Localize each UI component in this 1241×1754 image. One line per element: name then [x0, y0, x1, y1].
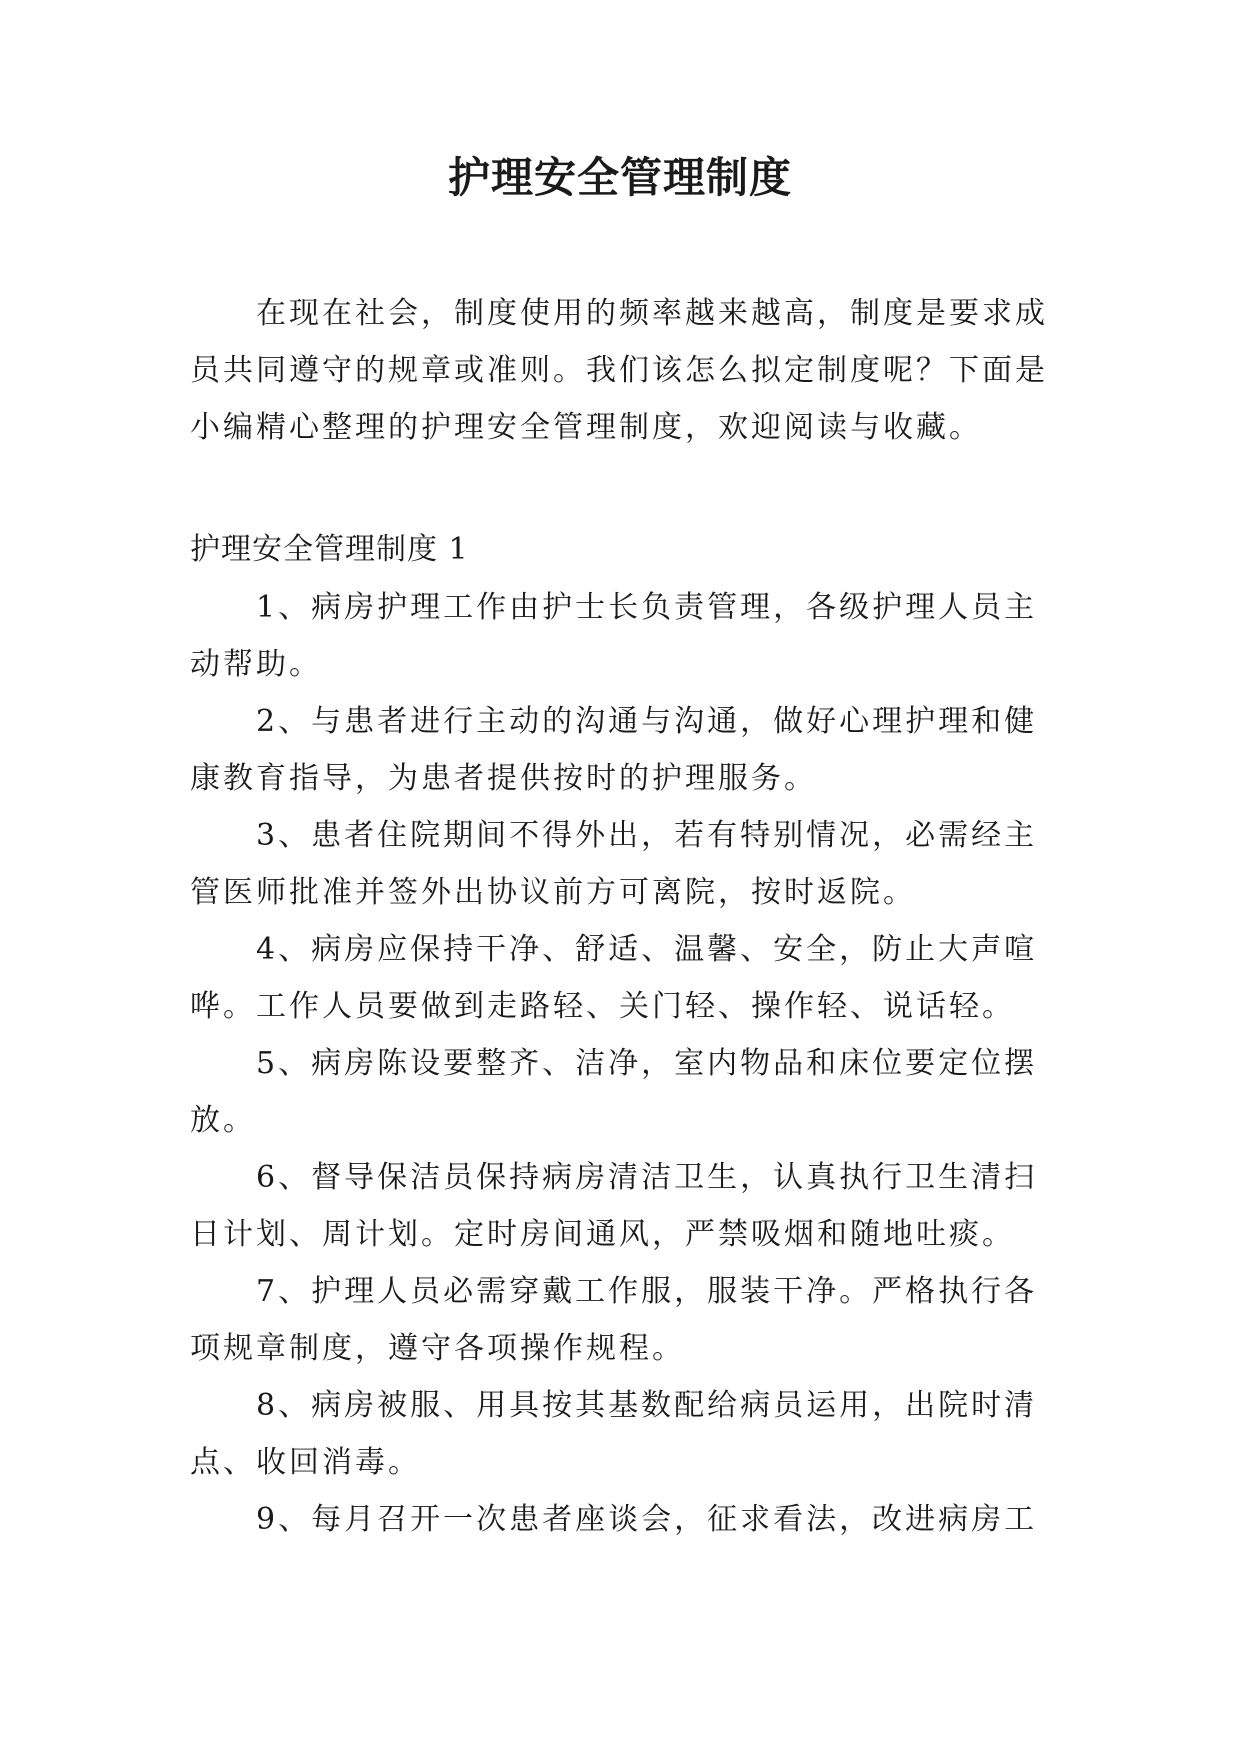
document-page [190, 0, 1050, 1754]
section-heading: 护理安全管理制度 1 [190, 532, 469, 567]
rules-list [190, 579, 1050, 1548]
rule-item: 3、患者住院期间不得外出，若有特别情况，必需经主管医师批准并签外出协议前方可离院，按时返院。 [190, 818, 1038, 910]
rule-item: 6、督导保洁员保持病房清洁卫生，认真执行卫生清扫日计划、周计划。定时房间通风，严禁吸烟和随地吐痰。 [190, 1160, 1038, 1252]
rule-item: 2、与患者进行主动的沟通与沟通，做好心理护理和健康教育指导，为患者提供按时的护理服务。 [190, 704, 1038, 796]
document-title: 护理安全管理制度 [447, 153, 792, 202]
intro-paragraph: 在现在社会，制度使用的频率越来越高，制度是要求成员共同遵守的规章或准则。我们该怎么拟定制度呢？下面是小编精心整理的护理安全管理制度，欢迎阅读与收藏。 [190, 296, 1048, 445]
rule-item: 1、病房护理工作由护士长负责管理，各级护理人员主动帮助。 [190, 590, 1038, 682]
rule-item: 4、病房应保持干净、舒适、温馨、安全，防止大声喧哗。工作人员要做到走路轻、关门轻、操作轻、说话轻。 [190, 932, 1038, 1024]
rule-item: 9、每月召开一次患者座谈会，征求看法，改进病房工 [256, 1502, 1038, 1537]
rule-item: 7、护理人员必需穿戴工作服，服装干净。严格执行各项规章制度，遵守各项操作规程。 [190, 1274, 1038, 1366]
rule-item: 8、病房被服、用具按其基数配给病员运用，出院时清点、收回消毒。 [190, 1388, 1038, 1480]
rule-item: 5、病房陈设要整齐、洁净，室内物品和床位要定位摆放。 [190, 1046, 1038, 1138]
